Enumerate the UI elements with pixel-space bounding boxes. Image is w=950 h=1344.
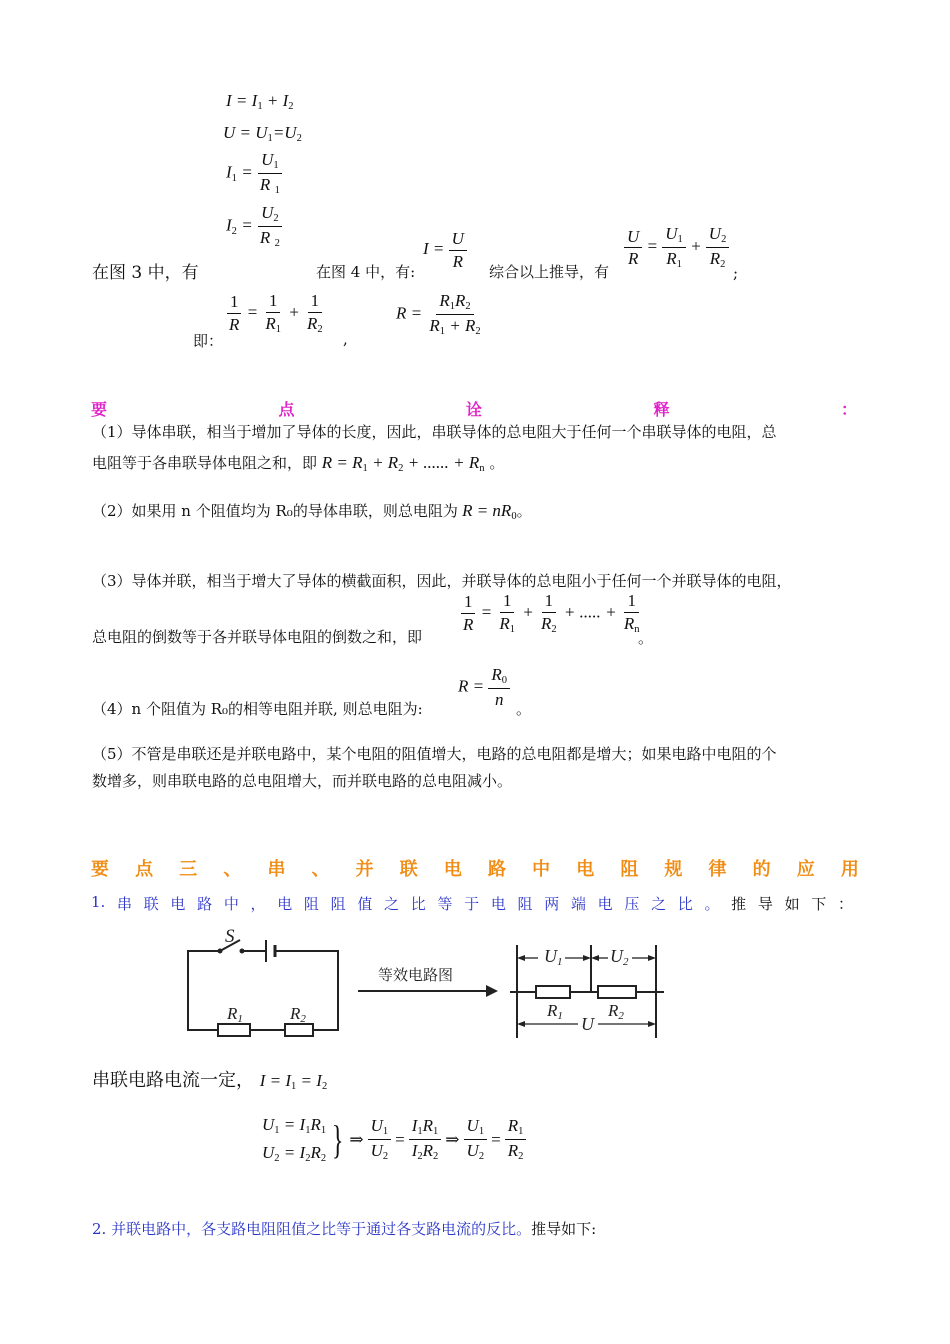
formula-ohm: I = $\frac{U}{R}$ <box>423 229 467 271</box>
ji-label: 即： <box>193 332 224 350</box>
item2-line: 2. 并联电路中，各支路电阻阻值之比等于通过各支路电流的反比。推导如下: <box>92 1220 597 1238</box>
svg-text:R2: R2 <box>290 1004 306 1025</box>
svg-text:R1: R1 <box>227 1004 243 1025</box>
series-current-line: 串联电路电流一定， $I = I_1 = I_2$ <box>92 1070 328 1093</box>
fig3-text: 在图 3 中，有 <box>92 263 199 283</box>
point3-line2: 总电阻的倒数等于各并联导体电阻的倒数之和，即 <box>92 628 423 646</box>
switch-label: S <box>225 926 235 947</box>
svg-text:R1: R1 <box>547 1001 563 1022</box>
point1-line2: 电阻等于各串联导体电阻之和，即 $R = R_1 + R_2$ + ...... + $R_n$ 。 <box>92 453 505 475</box>
point2: （2）如果用 n 个阻值均为 R₀的导体串联，则总电阻为 $R = nR_0$。 <box>92 501 532 523</box>
r2-resistor <box>285 1024 313 1036</box>
formula-parallel-reciprocal: $\frac{1}{R}$ = $\frac{1}{R_1}$ + $\frac{1}{R_2}$ <box>226 291 326 336</box>
svg-text:R2: R2 <box>608 1001 624 1022</box>
series-circuit-diagram <box>180 918 670 1050</box>
point4-end: 。 <box>516 700 532 718</box>
equivalent-arrow <box>358 985 498 997</box>
svg-text:U: U <box>581 1014 594 1034</box>
semicolon: ; <box>733 264 739 282</box>
formula-parallel-product: R = $\frac{R_1R_2}{R_1 + R_2}$ <box>396 291 481 338</box>
arrow-label: 等效电路图 <box>378 966 454 984</box>
formula-voltage-equal: $U = U_1=U_2$ <box>223 123 302 145</box>
combined-text: 综合以上推导，有 <box>489 263 610 281</box>
section3-heading: 要 点 三 、 串 、 并 联 电 路 中 电 阻 规 律 的 应 用 <box>91 859 859 880</box>
point5-line2: 数增多，则串联电路的总电阻增大，而并联电路的总电阻减小。 <box>92 772 513 790</box>
formula-combined: $\frac{U}{R}$ = $\frac{U_1}{R_1}$ + $\frac{U_2}{R_2}$ <box>624 224 729 272</box>
key-points-heading: 要 点 诠 释 ： <box>91 400 857 419</box>
formula-i2: $I_2$ = $\frac{U_2}{R _2}$ <box>226 203 280 250</box>
formula-series-ratio: $U_1 = I_1R_1$ $U_2 = I_2R_2$ } ⇒ $\frac{U_1}{U_2}$ = $\frac{I_1R_1}{I_2R_2}$ ⇒ $\frac{U_1}{U_2}$ = $\frac{R_1}{R_2}$ <box>262 1112 526 1167</box>
r1-resistor <box>218 1024 250 1036</box>
svg-text:U2: U2 <box>610 946 629 968</box>
formula-i1: $I_1$ = $\frac{U_1}{R _1}$ <box>226 150 280 197</box>
point4: （4）n 个阻值为 R₀的相等电阻并联, 则总电阻为: <box>92 700 423 718</box>
item1-line: 1. 串 联 电 路 中 ， 电 阻 阻 值 之 比 等 于 电 阻 两 端 电 压 之 比 。 推 导 如 下 ： <box>91 893 853 913</box>
svg-text:U1: U1 <box>544 946 563 968</box>
formula-equal-parallel: R = $\frac{R_0}{n}$ <box>458 665 510 710</box>
point3-end: 。 <box>638 629 654 647</box>
series-circuit <box>188 940 338 1036</box>
formula-current-sum: $I = I_1 + I_2$ <box>226 91 294 113</box>
point1-line1: （1）导体串联，相当于增加了导体的长度，因此，串联导体的总电阻大于任何一个串联导体的电阻，总 <box>92 423 777 441</box>
point5-line1: （5）不管是串联还是并联电路中，某个电阻的阻值增大，电路的总电阻都是增大；如果电路中电阻的个 <box>92 745 777 763</box>
fig4-text: 在图 4 中，有: <box>316 263 416 281</box>
point3-line1: （3）导体并联，相当于增大了导体的横截面积，因此，并联导体的总电阻小于任何一个并联导体的电阻， <box>92 572 792 590</box>
formula-parallel-n: $\frac{1}{R}$ = $\frac{1}{R_1}$ + $\frac{1}{R_2}$ + ..... + $\frac{1}{R_n}$ <box>460 591 643 636</box>
comma: , <box>343 330 348 348</box>
